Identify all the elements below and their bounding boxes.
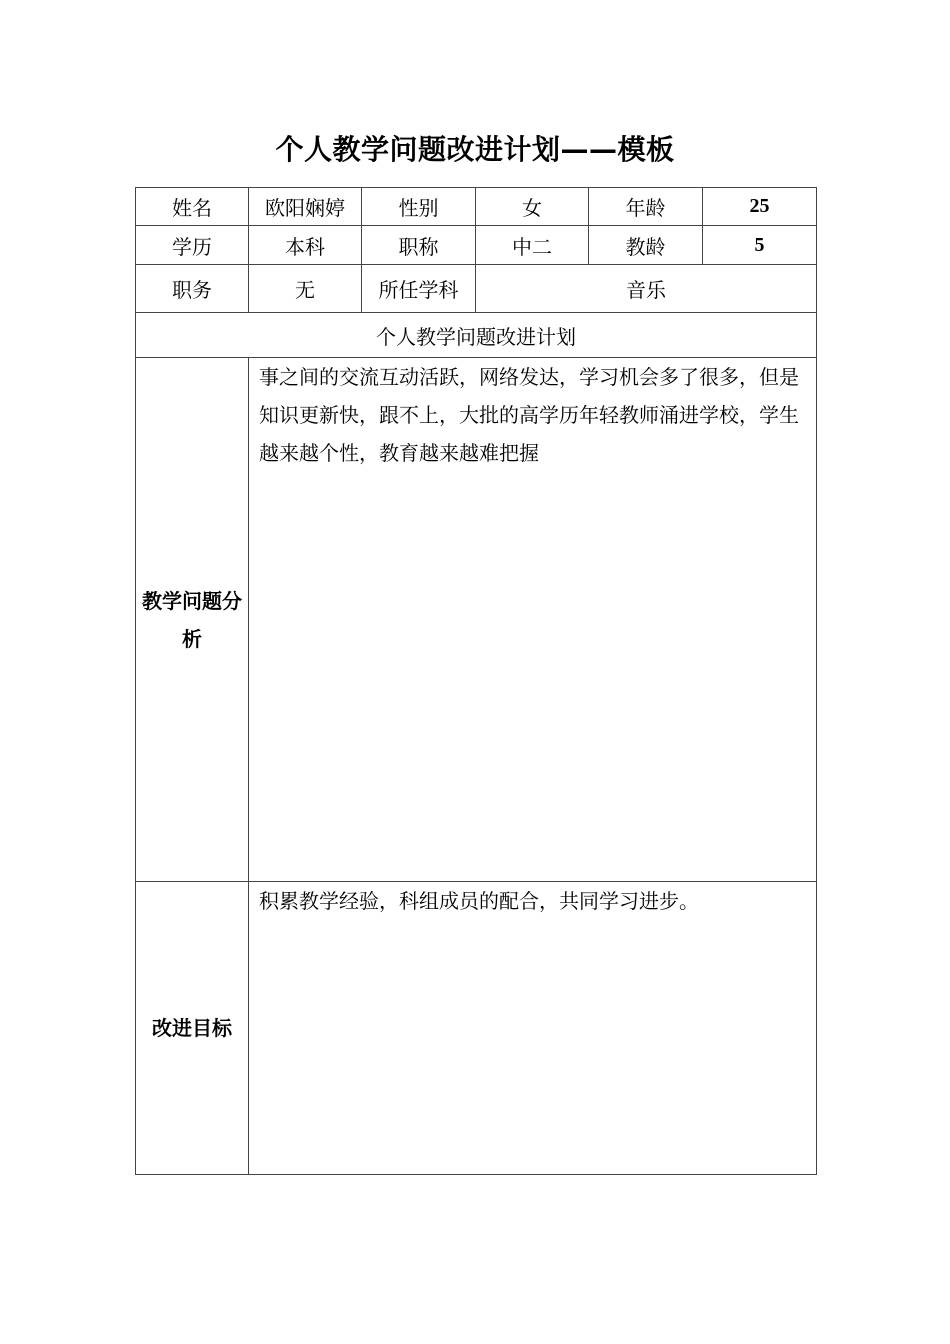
- analysis-label: [136, 358, 249, 882]
- gender-label: 性别: [362, 188, 476, 226]
- plan-section-title: 个人教学问题改进计划: [136, 313, 817, 358]
- goal-text: 积累教学经验，科组成员的配合，共同学习进步。: [259, 889, 699, 913]
- goal-label: 改进目标: [136, 882, 249, 1175]
- analysis-label-line2: 析: [182, 626, 202, 651]
- position-value: 无: [249, 265, 362, 313]
- education-label: 学历: [136, 226, 249, 265]
- age-value: 25: [703, 188, 817, 226]
- analysis-content: [249, 358, 817, 882]
- gender-value: 女: [476, 188, 589, 226]
- info-row-3: [136, 265, 817, 313]
- goal-row: [136, 882, 817, 1175]
- professional-title-label: 职称: [362, 226, 476, 265]
- teaching-years-value: 5: [703, 226, 817, 265]
- info-row-2: [136, 226, 817, 265]
- teacher-plan-table: [135, 187, 817, 1175]
- analysis-row: [136, 358, 817, 882]
- education-value: 本科: [249, 226, 362, 265]
- document-title: 个人教学问题改进计划——模板: [275, 133, 675, 166]
- teaching-years-label: 教龄: [589, 226, 703, 265]
- analysis-text: 事之间的交流互动活跃，网络发达，学习机会多了很多，但是知识更新快，跟不上，大批的高学历年轻教师涌进学校，学生越来越个性，教育越来越难把握: [259, 365, 799, 465]
- info-row-1: [136, 188, 817, 226]
- analysis-label-line1: 教学问题分: [142, 588, 242, 613]
- section-header-row: [136, 313, 817, 358]
- professional-title-value: 中二: [476, 226, 589, 265]
- subject-value: 音乐: [476, 265, 817, 313]
- subject-label: 所任学科: [362, 265, 476, 313]
- name-value: 欧阳娴婷: [249, 188, 362, 226]
- age-label: 年龄: [589, 188, 703, 226]
- name-label: 姓名: [136, 188, 249, 226]
- goal-content: [249, 882, 817, 1175]
- position-label: 职务: [136, 265, 249, 313]
